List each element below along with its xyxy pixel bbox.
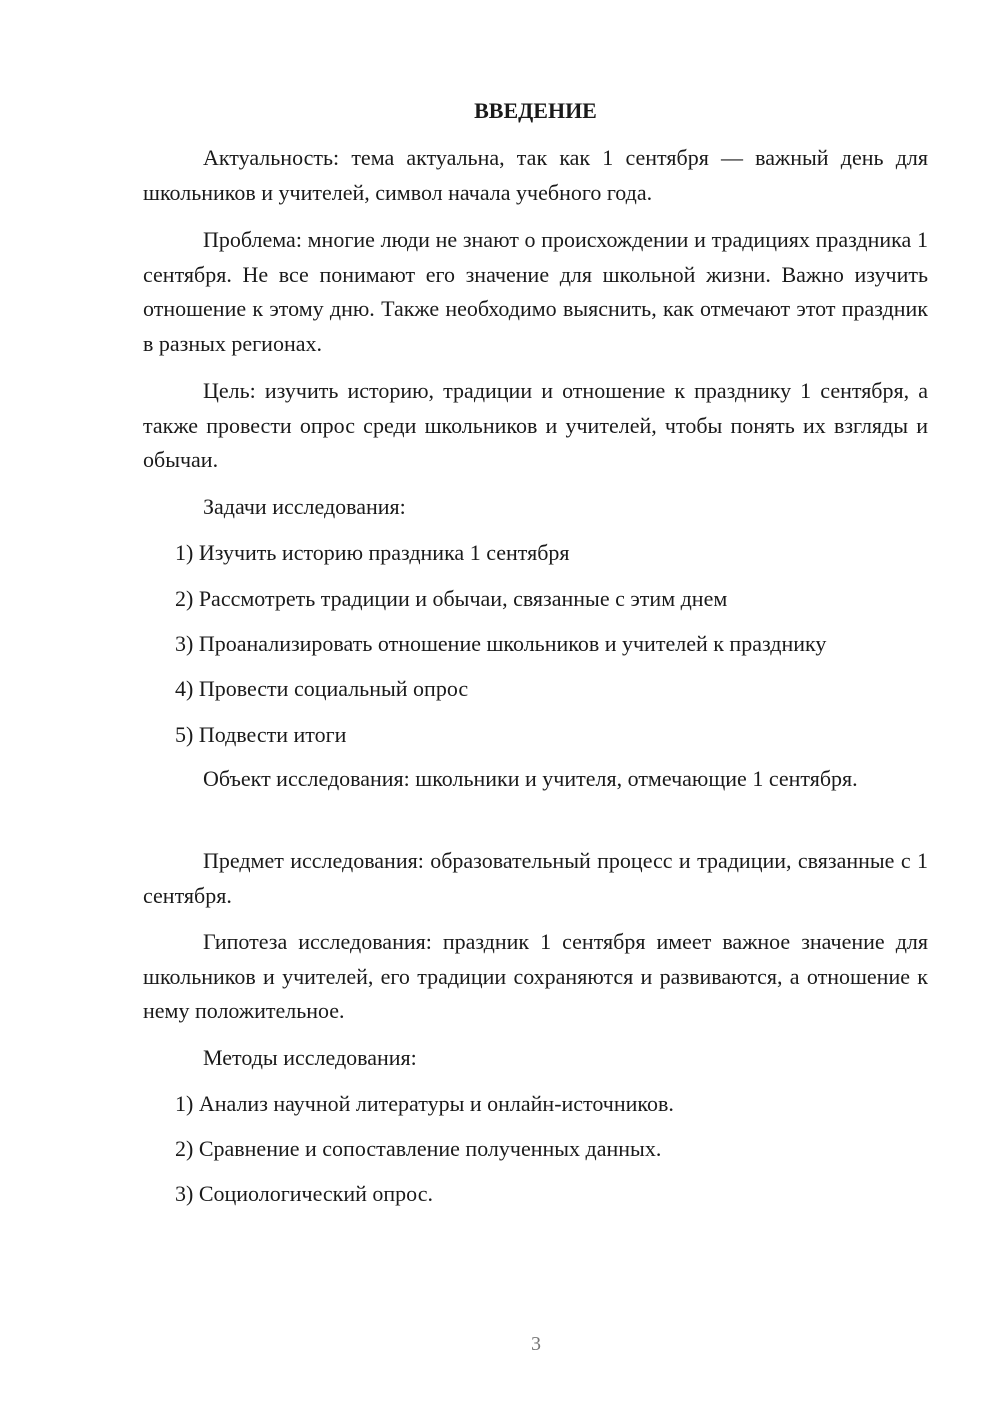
page-number: 3 [531, 1333, 541, 1355]
problem-paragraph: Проблема: многие люди не знают о происхождении и традициях праздника 1 сентября. Не все понимают его значение для школьной жизни. Важно изучить отношение к этому дню. Также необходимо выяснить, как отмечают этот праздник в разных регионах. [143, 227, 928, 356]
relevance-paragraph: Актуальность: тема актуальна, так как 1 сентября — важный день для школьников и учителей, символ начала учебного года. [143, 145, 928, 205]
task-item-1: 1) Изучить историю праздника 1 сентября [175, 540, 570, 565]
method-item-2: 2) Сравнение и сопоставление полученных данных. [175, 1136, 662, 1161]
hypothesis-paragraph: Гипотеза исследования: праздник 1 сентября имеет важное значение для школьников и учителей, его традиции сохраняются и развиваются, а отношение к нему положительное. [143, 929, 928, 1023]
task-item-3: 3) Проанализировать отношение школьников и учителей к празднику [175, 631, 827, 656]
goal-paragraph: Цель: изучить историю, традиции и отношение к празднику 1 сентября, а также провести опрос среди школьников и учителей, чтобы понять их взгляды и обычаи. [143, 378, 928, 472]
method-item-3: 3) Социологический опрос. [175, 1181, 433, 1206]
task-item-5: 5) Подвести итоги [175, 722, 347, 747]
task-item-2: 2) Рассмотреть традиции и обычаи, связанные с этим днем [175, 586, 728, 611]
object-paragraph: Объект исследования: школьники и учителя, отмечающие 1 сентября. [203, 766, 858, 791]
tasks-heading: Задачи исследования: [203, 494, 406, 519]
section-title: ВВЕДЕНИЕ [474, 98, 597, 123]
subject-paragraph: Предмет исследования: образовательный процесс и традиции, связанные с 1 сентября. [143, 848, 928, 908]
method-item-1: 1) Анализ научной литературы и онлайн-источников. [175, 1091, 674, 1116]
task-item-4: 4) Провести социальный опрос [175, 676, 469, 701]
methods-heading: Методы исследования: [203, 1045, 417, 1070]
